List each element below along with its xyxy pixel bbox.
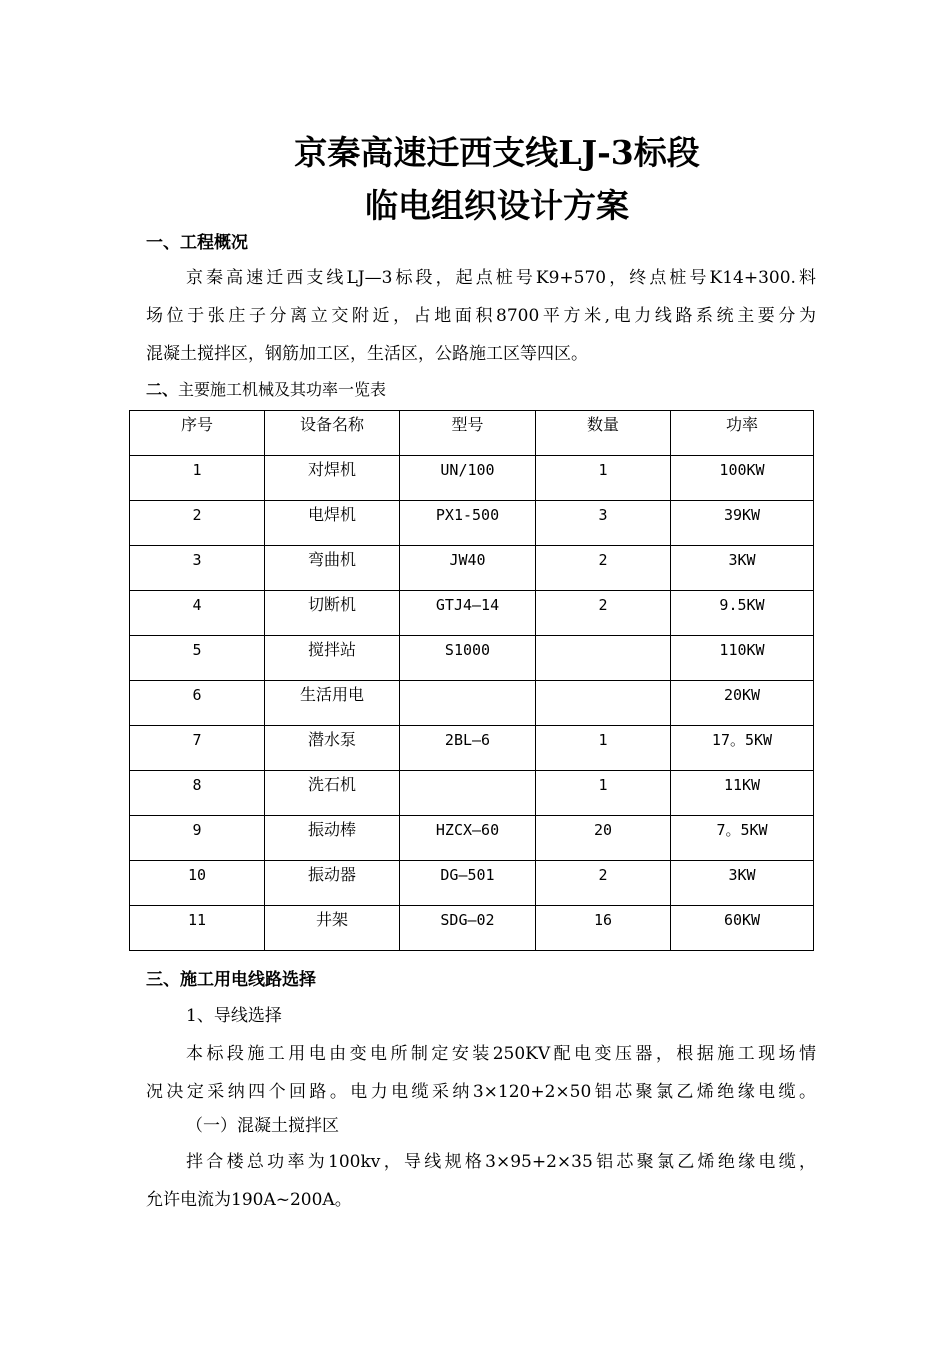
- cell-power: 110KW: [671, 636, 814, 681]
- cell-quantity: 1: [536, 456, 671, 501]
- cell-model: JW40: [400, 546, 536, 591]
- section3-subheading-1: 1、导线选择: [186, 1006, 282, 1026]
- table-row: [130, 501, 814, 546]
- section1-line-2: 场位于张庄子分离立交附近，占地面积8700平方米,电力线路系统主要分为: [146, 306, 816, 326]
- table-row: [130, 726, 814, 771]
- cell-power: 20KW: [671, 681, 814, 726]
- cell-model: [400, 681, 536, 726]
- cell-quantity: 2: [536, 546, 671, 591]
- cell-equipment: 振动棒: [265, 816, 400, 861]
- document-title-line1: 京秦高速迁西支线LJ-3标段: [294, 133, 700, 172]
- cell-quantity: 2: [536, 861, 671, 906]
- table-row: [130, 681, 814, 726]
- cell-index: 1: [130, 456, 265, 501]
- section3-para2-line-1: 拌合楼总功率为100kv，导线规格3×95+2×35铝芯聚氯乙烯绝缘电缆，: [186, 1152, 816, 1172]
- cell-index: 6: [130, 681, 265, 726]
- section3-subheading-2: （一）混凝土搅拌区: [186, 1116, 339, 1136]
- cell-equipment: 潜水泵: [265, 726, 400, 771]
- cell-equipment: 生活用电: [265, 681, 400, 726]
- cell-power: 60KW: [671, 906, 814, 951]
- equipment-power-table: [129, 410, 814, 951]
- table-row: [130, 636, 814, 681]
- column-header: 数量: [536, 411, 671, 456]
- cell-quantity: 2: [536, 591, 671, 636]
- cell-power: 7。5KW: [671, 816, 814, 861]
- cell-index: 11: [130, 906, 265, 951]
- section3-para2-line-2: 允许电流为190A~200A。: [146, 1190, 352, 1210]
- cell-equipment: 切断机: [265, 591, 400, 636]
- cell-equipment: 对焊机: [265, 456, 400, 501]
- section1-heading: 一、工程概况: [146, 233, 248, 253]
- column-header: 功率: [671, 411, 814, 456]
- section2-heading: [146, 380, 386, 400]
- section3-para1-line-1: 本标段施工用电由变电所制定安装250KV配电变压器，根据施工现场情: [186, 1044, 816, 1064]
- section1-line-3: 混凝土搅拌区，钢筋加工区，生活区，公路施工区等四区。: [146, 344, 588, 364]
- cell-quantity: 16: [536, 906, 671, 951]
- column-header: 型号: [400, 411, 536, 456]
- column-header: 序号: [130, 411, 265, 456]
- section2-heading-number: 二、: [146, 380, 179, 399]
- cell-index: 3: [130, 546, 265, 591]
- cell-quantity: 20: [536, 816, 671, 861]
- section1-line-1: 京秦高速迁西支线LJ—3标段，起点桩号K9+570，终点桩号K14+300.料: [186, 268, 816, 288]
- cell-quantity: [536, 681, 671, 726]
- cell-power: 17。5KW: [671, 726, 814, 771]
- cell-power: 11KW: [671, 771, 814, 816]
- document-title-line2: 临电组织设计方案: [365, 186, 629, 225]
- cell-equipment: 电焊机: [265, 501, 400, 546]
- cell-model: HZCX—60: [400, 816, 536, 861]
- cell-quantity: 1: [536, 771, 671, 816]
- cell-equipment: 井架: [265, 906, 400, 951]
- section3-heading: 三、施工用电线路选择: [146, 970, 316, 990]
- cell-model: GTJ4—14: [400, 591, 536, 636]
- cell-power: 100KW: [671, 456, 814, 501]
- cell-model: [400, 771, 536, 816]
- table-row: [130, 546, 814, 591]
- cell-equipment: 振动器: [265, 861, 400, 906]
- section3-para1-line-2: 况决定采纳四个回路。电力电缆采纳3×120+2×50铝芯聚氯乙烯绝缘电缆。: [146, 1082, 816, 1102]
- cell-power: 9.5KW: [671, 591, 814, 636]
- cell-model: UN/100: [400, 456, 536, 501]
- table-header-row: [130, 411, 814, 456]
- cell-index: 8: [130, 771, 265, 816]
- table-row: [130, 861, 814, 906]
- cell-power: 39KW: [671, 501, 814, 546]
- table-row: [130, 906, 814, 951]
- cell-equipment: 弯曲机: [265, 546, 400, 591]
- cell-power: 3KW: [671, 861, 814, 906]
- cell-power: 3KW: [671, 546, 814, 591]
- cell-model: 2BL—6: [400, 726, 536, 771]
- cell-index: 2: [130, 501, 265, 546]
- table-row: [130, 771, 814, 816]
- cell-index: 4: [130, 591, 265, 636]
- cell-model: DG—501: [400, 861, 536, 906]
- table-row: [130, 816, 814, 861]
- cell-equipment: 搅拌站: [265, 636, 400, 681]
- cell-index: 7: [130, 726, 265, 771]
- table-row: [130, 591, 814, 636]
- section2-heading-text: 主要施工机械及其功率一览表: [178, 380, 387, 399]
- cell-quantity: 1: [536, 726, 671, 771]
- cell-quantity: 3: [536, 501, 671, 546]
- cell-equipment: 洗石机: [265, 771, 400, 816]
- column-header: 设备名称: [265, 411, 400, 456]
- cell-model: S1000: [400, 636, 536, 681]
- cell-index: 10: [130, 861, 265, 906]
- cell-model: PX1-500: [400, 501, 536, 546]
- cell-index: 9: [130, 816, 265, 861]
- cell-quantity: [536, 636, 671, 681]
- cell-model: SDG—02: [400, 906, 536, 951]
- table-row: [130, 456, 814, 501]
- cell-index: 5: [130, 636, 265, 681]
